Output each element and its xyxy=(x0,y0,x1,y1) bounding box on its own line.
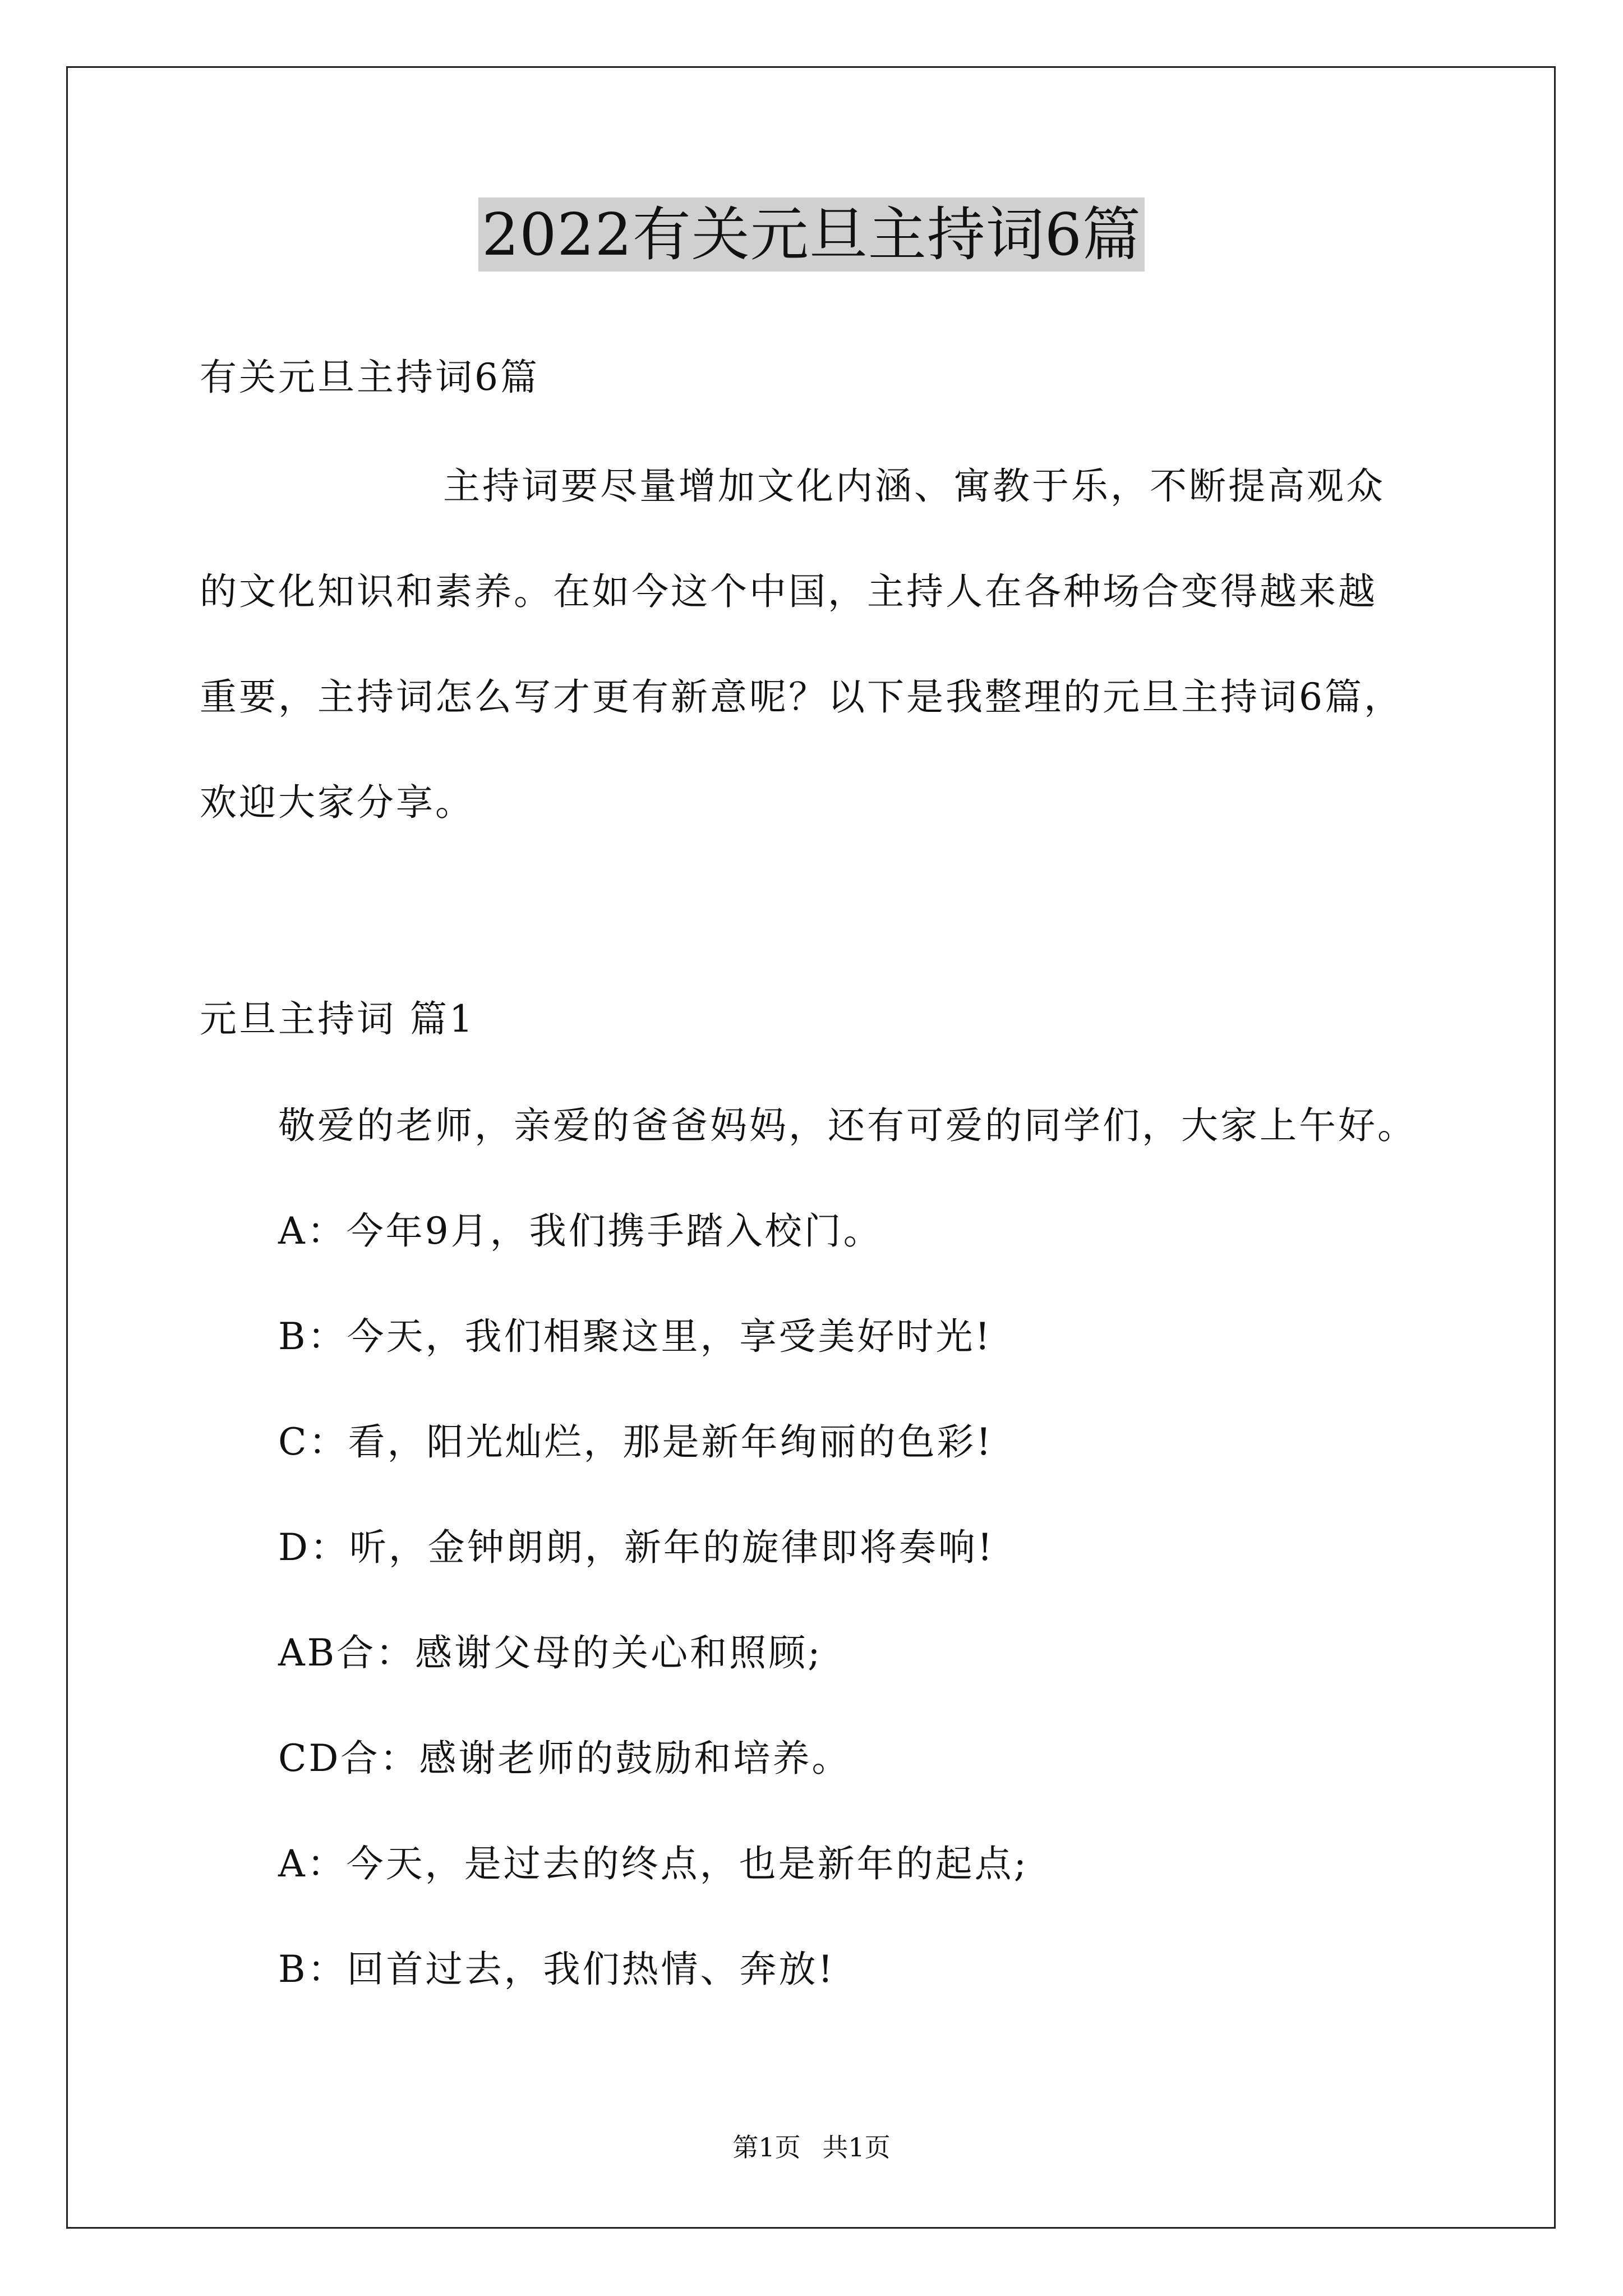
intro-line: 重要，主持词怎么写才更有新意呢？以下是我整理的元旦主持词6篇， xyxy=(200,675,1403,719)
intro-line: 的文化知识和素养。在如今这个中国，主持人在各种场合变得越来越 xyxy=(200,570,1377,613)
subtitle: 有关元旦主持词6篇 xyxy=(200,356,540,399)
intro-line: 主持词要尽量增加文化内涵、寓教于乐，不断提高观众 xyxy=(443,464,1385,508)
script-line: A：今年9月，我们携手踏入校门。 xyxy=(278,1209,883,1253)
script-line: 敬爱的老师，亲爱的爸爸妈妈，还有可爱的同学们，大家上午好。 xyxy=(278,1104,1417,1147)
section-heading: 元旦主持词 篇1 xyxy=(200,997,475,1041)
document-title: 2022有关元旦主持词6篇 xyxy=(478,197,1145,272)
intro-line: 欢迎大家分享。 xyxy=(200,781,474,824)
page-total: 共1页 xyxy=(822,2132,891,2162)
script-line: C：看，阳光灿烂，那是新年绚丽的色彩! xyxy=(278,1420,994,1464)
script-line: A：今天，是过去的终点，也是新年的起点; xyxy=(278,1842,1029,1885)
script-line: B：今天，我们相聚这里，享受美好时光! xyxy=(278,1315,993,1358)
title-block xyxy=(0,197,1623,272)
script-line: B：回首过去，我们热情、奔放! xyxy=(278,1948,836,1991)
page-number: 第1页 xyxy=(732,2132,801,2162)
script-line: AB合：感谢父母的关心和照顾; xyxy=(278,1631,823,1674)
script-line: D：听，金钟朗朗，新年的旋律即将奏响! xyxy=(278,1526,995,1569)
script-line: CD合：感谢老师的鼓励和培养。 xyxy=(278,1737,851,1780)
page-footer xyxy=(0,2131,1623,2164)
